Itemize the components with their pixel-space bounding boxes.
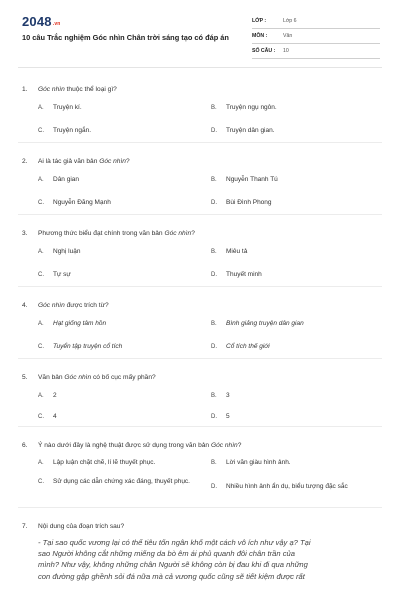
question-number: 6. [22, 441, 28, 449]
question-divider [18, 358, 382, 359]
divider-wrap [0, 286, 400, 287]
divider-wrap [0, 214, 400, 215]
quote-line: mình? Như vậy, không những chân Người sẽ không còn bị đau khi đi qua những [38, 560, 308, 570]
divider-wrap [0, 358, 400, 359]
divider-wrap [0, 142, 400, 143]
option-d[interactable]: D. Bùi Đình Phong [211, 199, 272, 206]
question-text: Văn bản Góc nhìn có bố cục mấy phần? [38, 373, 156, 381]
question-divider [18, 214, 382, 215]
question-number: 5. [22, 373, 28, 381]
header-divider [18, 67, 382, 68]
question-divider [18, 286, 382, 287]
question-heading [0, 370, 400, 384]
question-heading [0, 154, 400, 168]
question-number: 3. [22, 229, 28, 237]
header [0, 0, 400, 64]
option-c[interactable]: C. Nguyễn Đăng Mạnh [38, 199, 111, 206]
question-text: Phương thức biểu đạt chính trong văn bản Góc nhìn? [38, 229, 195, 237]
question-divider [18, 142, 382, 143]
meta-table [252, 14, 380, 59]
question-item [0, 82, 400, 154]
option-b[interactable]: B. Lời văn giàu hình ảnh. [211, 459, 291, 466]
question-number: 4. [22, 301, 28, 309]
meta-row-class [252, 14, 380, 29]
question-number: 2. [22, 157, 28, 165]
question-heading [0, 82, 400, 96]
question-heading [0, 438, 400, 452]
question-heading [0, 298, 400, 312]
question-heading [0, 226, 400, 240]
logo-text: 2048 [22, 14, 52, 29]
option-b[interactable]: B. Nguyễn Thanh Tú [211, 176, 278, 183]
option-a[interactable]: A. Dân gian [38, 176, 80, 183]
meta-label: LỚP : [252, 18, 267, 24]
logo-suffix: .vn [52, 21, 61, 27]
meta-label: MÔN : [252, 33, 268, 39]
option-d[interactable]: D. Truyện dân gian. [211, 127, 275, 134]
option-d[interactable]: D. Cổ tích thế giới [211, 343, 270, 350]
question-heading [0, 519, 400, 533]
question-divider [18, 426, 382, 427]
question-text: Ý nào dưới đây là nghệ thuật được sử dụng trong văn bản Góc nhìn? [38, 441, 242, 449]
question-text: Góc nhìn được trích từ? [38, 301, 109, 309]
question-item [0, 154, 400, 226]
option-b[interactable]: B. Truyện ngụ ngôn. [211, 104, 277, 111]
option-a[interactable]: A. Hạt giống tâm hồn [38, 320, 107, 327]
option-a[interactable]: A. Nghị luận [38, 248, 81, 255]
question-item [0, 519, 400, 582]
divider-wrap [0, 507, 400, 508]
question-item [0, 370, 400, 438]
option-a[interactable]: A. 2 [38, 392, 57, 399]
option-c[interactable]: C. Tự sự [38, 271, 71, 278]
quote-line: sao Người không cắt những miếng da bò êm ái phủ quanh đôi chân trần của [38, 549, 295, 559]
meta-row-subject [252, 29, 380, 44]
question-item [0, 298, 400, 370]
meta-value: Lớp 6 [283, 18, 297, 24]
meta-value: 10 [283, 48, 289, 54]
option-d[interactable]: D. Thuyết minh [211, 271, 262, 278]
quoted-passage [0, 537, 400, 582]
question-item [0, 226, 400, 298]
question-text: Góc nhìn thuộc thể loại gì? [38, 85, 117, 93]
option-d[interactable]: D. Nhiều hình ảnh ẩn dụ, biểu tượng đặc sắc [211, 483, 348, 490]
quote-line: con đường gập ghềnh sỏi đá nữa mà cả vương quốc cũng sẽ tiết kiệm được rất [38, 571, 305, 581]
option-a[interactable]: A. Truyện kí. [38, 104, 82, 111]
meta-row-count [252, 44, 380, 59]
option-c[interactable]: C. Tuyển tập truyện cổ tích [38, 343, 123, 350]
option-b[interactable]: B. Miêu tả [211, 248, 248, 255]
option-b[interactable]: B. 3 [211, 392, 230, 399]
divider-wrap [0, 426, 400, 427]
site-logo[interactable] [22, 14, 61, 29]
option-c[interactable]: C. Truyện ngắn. [38, 127, 92, 134]
question-text: Nội dung của đoạn trích sau? [38, 522, 125, 530]
question-number: 1. [22, 85, 28, 93]
option-c[interactable]: C. Sử dụng các dẫn chứng xác đáng, thuyết phục. [38, 478, 190, 485]
option-a[interactable]: A. Lập luận chặt chẽ, lí lẽ thuyết phục. [38, 459, 156, 466]
document-title: 10 câu Trắc nghiệm Góc nhìn Chân trời sáng tạo có đáp án [22, 33, 229, 42]
meta-label: SỐ CÂU : [252, 48, 276, 54]
question-text: Ai là tác giả văn bản Góc nhìn? [38, 157, 130, 165]
option-c[interactable]: C. 4 [38, 413, 57, 420]
quote-line: - Tại sao quốc vương lại có thể tiêu tốn ngân khố một cách vô ích như vậy ạ? Tại [38, 538, 311, 547]
meta-value: Văn [283, 33, 293, 39]
option-b[interactable]: B. Bình giảng truyện dân gian [211, 320, 304, 327]
question-number: 7. [22, 522, 28, 530]
option-d[interactable]: D. 5 [211, 413, 230, 420]
question-divider [18, 507, 382, 508]
